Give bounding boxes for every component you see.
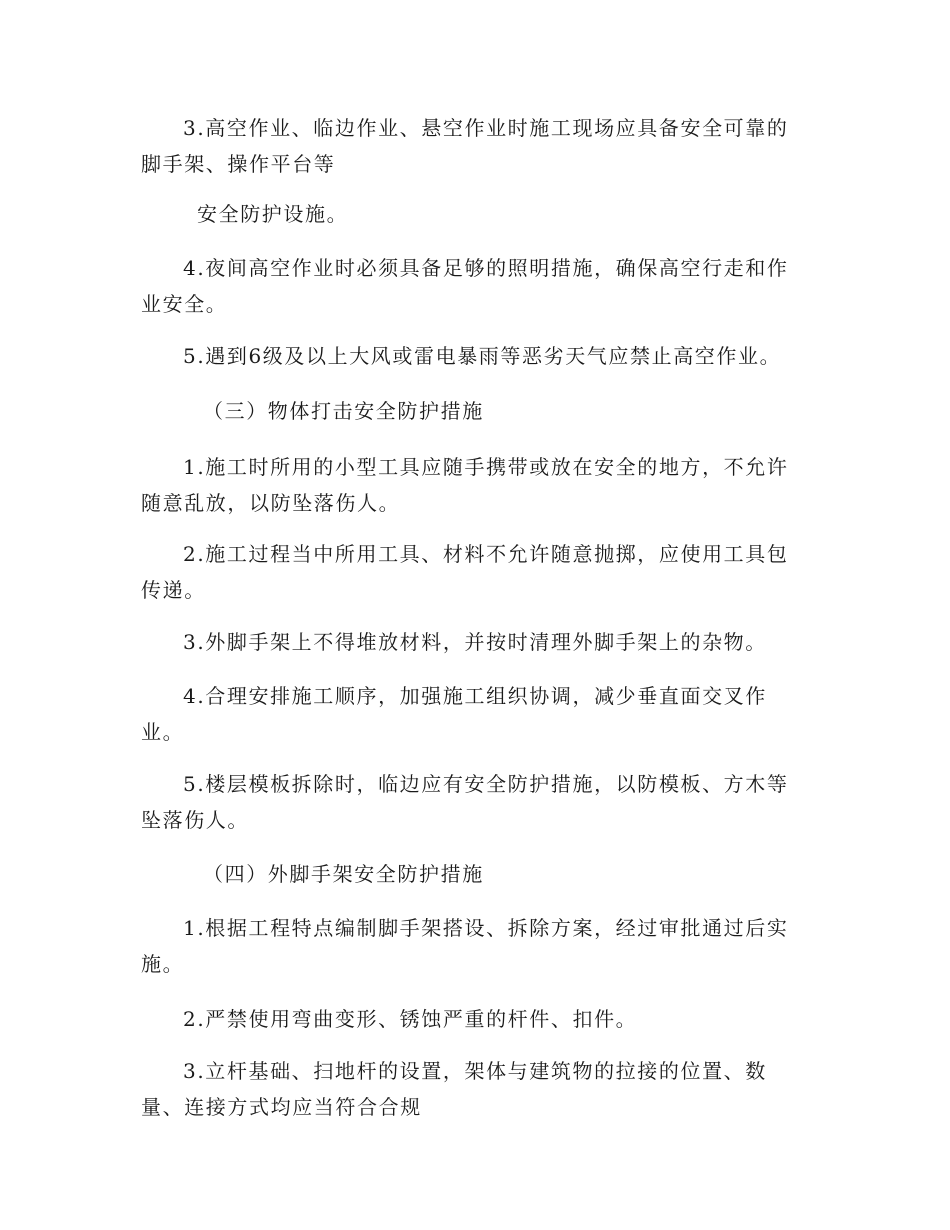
paragraph-2: 安全防护设施。 — [197, 202, 349, 226]
paragraph-8: 4.合理安排施工顺序，加强施工组织协调，减少垂直面交叉作业。 — [141, 684, 767, 744]
paragraph-9: 5.楼层模板拆除时，临边应有安全防护措施，以防模板、方木等坠落伤人。 — [141, 772, 789, 832]
paragraph-5: 1.施工时所用的小型工具应随手携带或放在安全的地方，不允许随意乱放，以防坠落伤人。 — [141, 455, 789, 515]
section-heading-4: （四）外脚手架安全防护措施 — [203, 862, 484, 886]
paragraph-7: 3.外脚手架上不得堆放材料，并按时清理外脚手架上的杂物。 — [183, 630, 767, 654]
paragraph-10: 1.根据工程特点编制脚手架搭设、拆除方案，经过审批通过后实施。 — [141, 916, 789, 976]
section-heading-3: （三）物体打击安全防护措施 — [203, 399, 484, 423]
paragraph-11: 2.严禁使用弯曲变形、锈蚀严重的杆件、扣件。 — [183, 1007, 638, 1031]
paragraph-3: 4.夜间高空作业时必须具备足够的照明措施，确保高空行走和作业安全。 — [141, 256, 789, 316]
paragraph-1: 3.高空作业、临边作业、悬空作业时施工现场应具备安全可靠的脚手架、操作平台等 — [141, 116, 789, 176]
paragraph-6: 2.施工过程当中所用工具、材料不允许随意抛掷，应使用工具包传递。 — [141, 542, 789, 602]
paragraph-4: 5.遇到6级及以上大风或雷电暴雨等恶劣天气应禁止高空作业。 — [183, 344, 782, 368]
paragraph-12: 3.立杆基础、扫地杆的设置，架体与建筑物的拉接的位置、数量、连接方式均应当符合合规 — [141, 1059, 767, 1119]
